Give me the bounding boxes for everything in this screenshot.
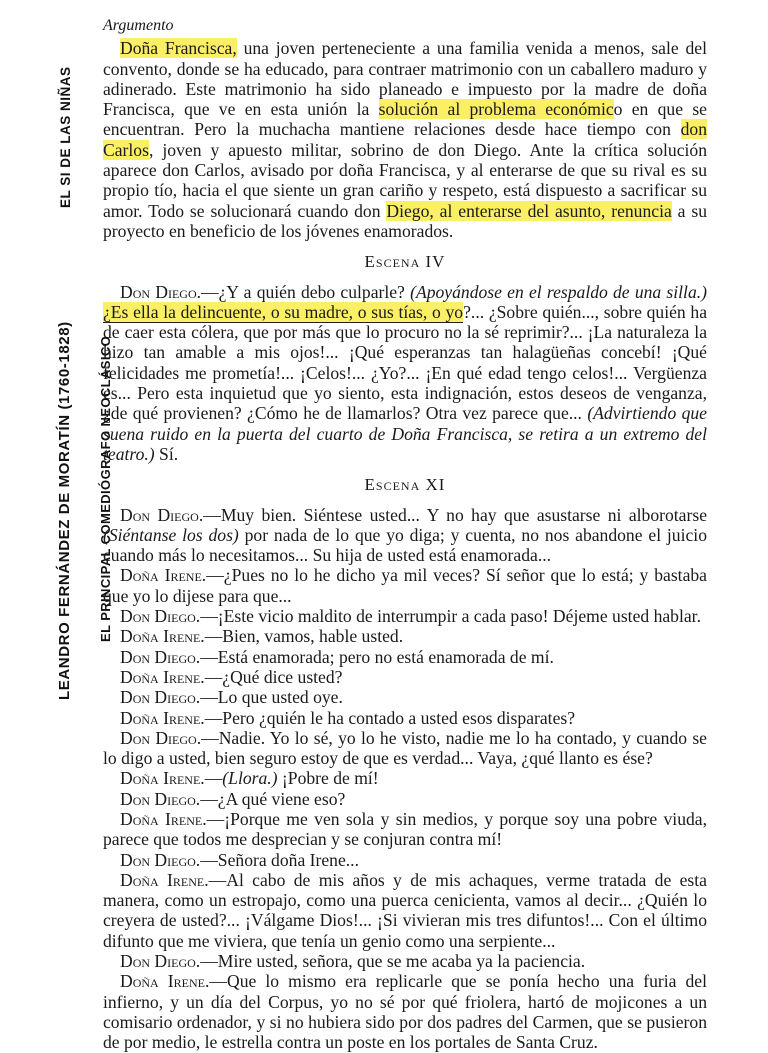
speaker-name: Don Diego. (120, 281, 202, 302)
dialogue-line: Doña Irene.—(Llora.) ¡Pobre de mí! (120, 768, 379, 789)
argumento-paragraph: Doña Francisca, una joven perteneciente a una familia venida a menos, sale del convento, donde se ha educado, para contraer matrimonio con un caballero maduro y adinerado. Este matrimonio ha sido planeado e impuesto por la madre de doña Francisca, que ve en esta unión la solución al problema económico en que se encuentran. Pero la muchacha mantiene relaciones desde hace tiempo con don Carlos, joven y apuesto militar, sobrino de don Diego. Ante la crítica solución aparece don Carlos, avisado por doña Francisca, y al enterarse de que su rival es su propio tío, hacia el que siente un gran cariño y respeto, está dispuesto a sacrificar su amor. Todo se solucionará cuando don Diego, al enterarse del asunto, renuncia a su proyecto en beneficio de los jóvenes enamorados. (103, 38, 707, 241)
dialogue-line: Doña Irene.—¡Porque me ven sola y sin medios, y porque soy una pobre viuda, parece que todos me desprecian y se conjuran contra mí! (103, 808, 707, 850)
spine-book-title: EL SI DE LAS NIÑAS (58, 66, 73, 208)
dialogue-line: Don Diego.—Nadie. Yo lo sé, yo lo he visto, nadie me lo ha contado, y cuando se lo digo a usted, bien seguro estoy de que es verdad... Vaya, ¿qué llanto es ése? (103, 727, 707, 769)
dialogue-line: Don Diego.—¡Este vicio maldito de interrumpir a cada paso! Déjeme usted hablar. (120, 606, 701, 627)
highlight-dona-francisca: Doña Francisca, (120, 38, 237, 59)
stage-direction: (Apoyándose en el respaldo de una silla.) (410, 281, 707, 302)
highlight-delincuente: ¿Es ella la delincuente, o su madre, o sus tías, o yo (103, 301, 464, 322)
dialogue-line: Don Diego.—Señora doña Irene... (120, 849, 359, 870)
argumento-label: Argumento (103, 17, 174, 34)
dialogue-line: Don Diego.—Mire usted, señora, que se me acaba ya la paciencia. (120, 951, 586, 972)
dialogue-line: Doña Irene.—Bien, vamos, hable usted. (120, 626, 404, 647)
highlight-don-carlos: don Carlos (103, 119, 707, 160)
dialogue-line: Don Diego.—Lo que usted oye. (120, 687, 343, 708)
highlight-diego-renuncia: Diego, al enterarse del asunto, renuncia (386, 200, 672, 221)
main-text (103, 16, 707, 1053)
highlight-solucion: solución al problema económic (378, 99, 614, 120)
dialogue-line: Don Diego.—Está enamorada; pero no está enamorada de mí. (120, 646, 554, 667)
stage-direction: (Advirtiendo que suena ruido en la puerta del cuarto de Doña Francisca, se retira a un extremo del teatro.) (103, 403, 707, 464)
dialogue-line: Doña Irene.—¿Pues no lo he dicho ya mil veces? Sí señor que lo está; y bastaba que yo lo dijese para que... (103, 565, 707, 606)
spine-subtitle: EL PRINCIPAL COMEDIÓGRAFO NEOCLÁSICO (98, 335, 113, 642)
dialogue-line: Doña Irene.—Al cabo de mis años y de mis achaques, verme tratada de esta manera, como un estropajo, como una puerca cenicienta, vamos al decir... ¿Quién lo creyera de usted?... ¡Válgame Dios!... ¡Si vivieran mis tres difuntos!... Con el último difunto que me viviera, que tenía un genio como una serpiente... (103, 869, 707, 951)
dialogue-line: Doña Irene.—Que lo mismo era replicarle que se ponía hecho una furia del infierno, y un día del Corpus, yo no sé por qué friolera, hartó de mojicones a un comisario ordenador, y si no hubiera sido por dos padres del Carmen, que se pusieron de por medio, le estrella contra un poste en los portales de Santa Cruz. (103, 971, 707, 1053)
scene-iv-monologue: Don Diego.—¿Y a quién debo culparle? (Apoyándose en el respaldo de una silla.) ¿Es ella la delincuente, o su madre, o sus tías, o yo?... ¿Sobre quién..., sobre quién ha de caer esta cólera, que por más que lo procuro no la sé reprimir?... ¡La naturaleza la hizo tan amable a mis ojos!... ¡Qué esperanzas tan halagüeñas concebí! ¡Qué felicidades me prometía!... ¡Celos!... ¿Yo?... ¡En qué edad tengo celos!... Vergüenza es... Pero esta inquietud que yo siento, esta indignación, estos deseos de venganza, ¿de qué provienen? ¿Cómo he de llamarlos? Otra vez parece que... (Advirtiendo que suena ruido en la puerta del cuarto de Doña Francisca, se retira a un extremo del teatro.) Sí. (103, 281, 708, 464)
dialogue-line: Doña Irene.—¿Qué dice usted? (120, 666, 343, 687)
dialogue-line: Doña Irene.—Pero ¿quién le ha contado a usted esos disparates? (120, 707, 576, 728)
dialogue-line: Don Diego.—¿A qué viene eso? (120, 788, 346, 809)
scene-xi-dialogue (103, 505, 707, 1053)
scene-iv-title: Escena IV (364, 252, 446, 272)
spine-author: LEANDRO FERNÁNDEZ DE MORATÍN (1760-1828) (56, 321, 73, 700)
dialogue-line: Don Diego.—Muy bien. Siéntese usted... Y no hay que asustarse ni alborotarse (Siéntanse los dos) por nada de lo que yo diga; y cuenta, no nos abandone el juicio cuando más lo necesitamos... Su hija de usted está enamorada... (103, 504, 707, 566)
scene-xi-title: Escena XI (364, 475, 446, 495)
